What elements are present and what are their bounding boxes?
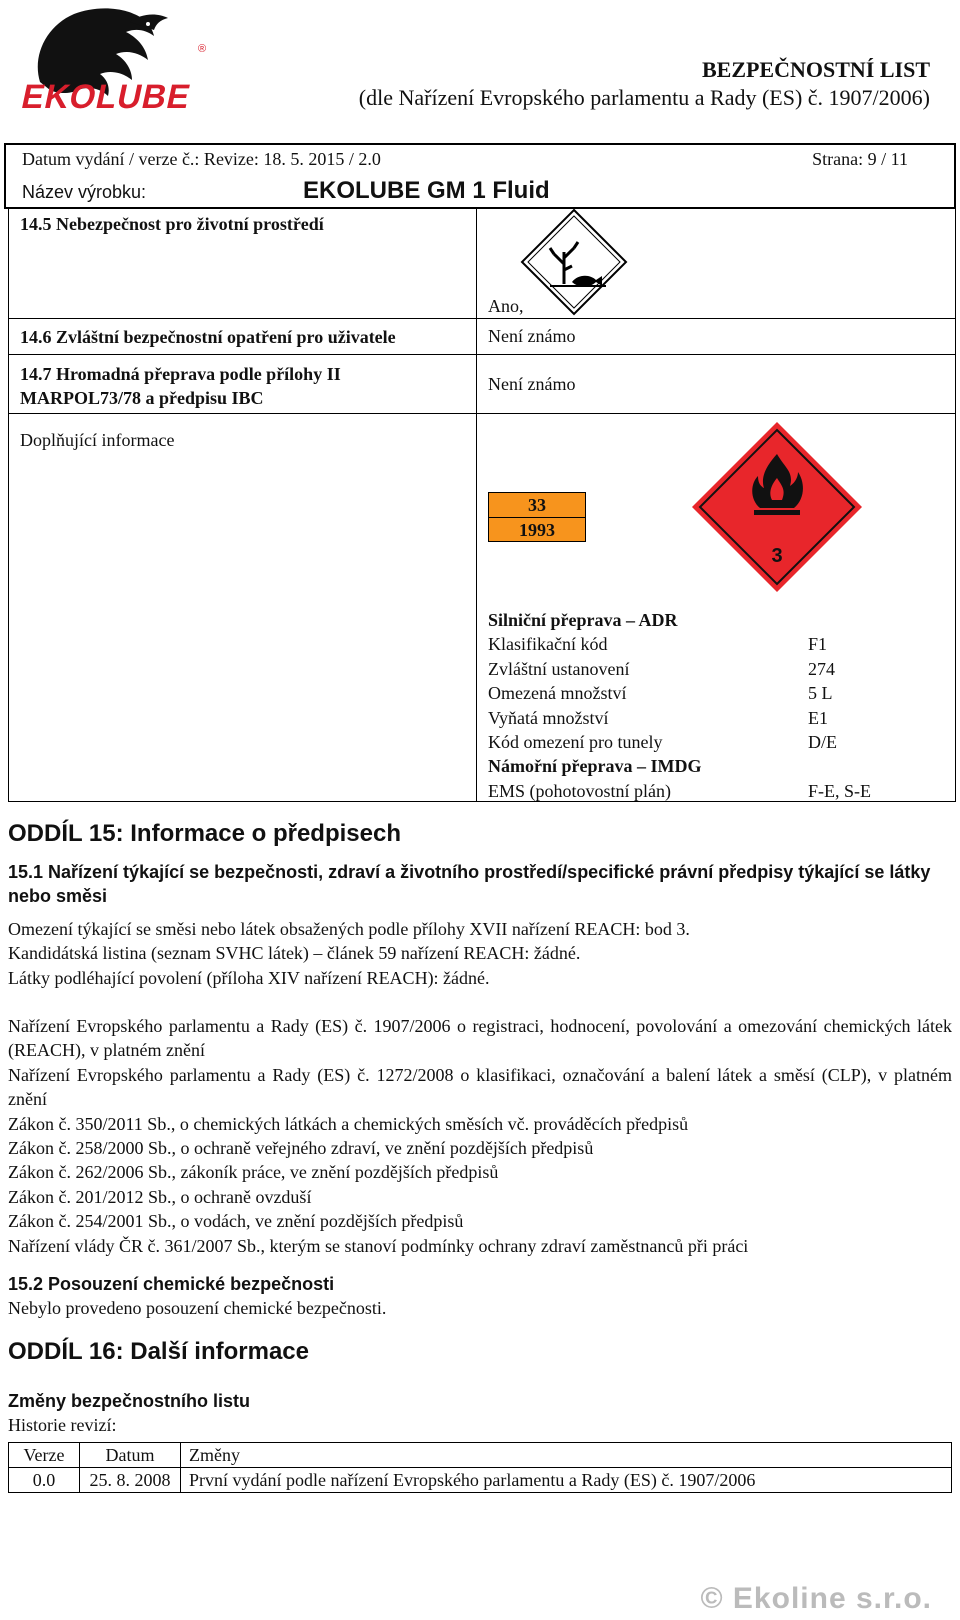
adr-label: Kód omezení pro tunely <box>488 732 663 753</box>
adr-label: Zvláštní ustanovení <box>488 658 630 679</box>
document-title-sub: (dle Nařízení Evropského parlamentu a Rady (ES) č. 1907/2006) <box>358 85 930 110</box>
imdg-heading: Námořní přeprava – IMDG <box>488 756 702 777</box>
ems-value: F-E, S-E <box>808 780 871 801</box>
product-name-label: Název výrobku: <box>22 182 147 202</box>
table-row-divider <box>8 413 956 414</box>
document-title <box>359 56 930 112</box>
regulations-list <box>8 1014 952 1258</box>
reach-line: Omezení týkající se směsi nebo látek obsažených podle přílohy XVII nařízení REACH: bod 3. <box>8 919 690 939</box>
bulk-transport-label-line2: MARPOL73/78 a předpisu IBC <box>20 388 264 408</box>
un-number: 1993 <box>519 520 555 540</box>
product-name: EKOLUBE GM 1 Fluid <box>303 177 550 204</box>
table-cell: První vydání podle nařízení Evropského parlamentu a Rady (ES) č. 1907/2006 <box>181 1468 952 1493</box>
revision-table <box>8 1442 952 1493</box>
env-hazard-value: Ano, <box>488 296 524 316</box>
adr-label: Omezená množství <box>488 683 627 704</box>
adr-values <box>808 608 871 803</box>
reach-line: Kandidátská listina (seznam SVHC látek) – článek 59 nařízení REACH: žádné. <box>8 943 581 964</box>
env-hazard-label: 14.5 Nebezpečnost pro životní prostředí <box>20 214 324 234</box>
footer-copyright: © Ekoline s.r.o. <box>700 1582 932 1615</box>
reach-line: Látky podléhající povolení (příloha XIV nařízení REACH): žádné. <box>8 967 490 988</box>
law-line: Zákon č. 258/2000 Sb., o ochraně veřejného zdraví, ve znění pozdějších předpisů <box>8 1138 594 1159</box>
law-line: Zákon č. 254/2001 Sb., o vodách, ve znění pozdějších předpisů <box>8 1211 464 1232</box>
column-header: Verze <box>9 1443 80 1468</box>
table-row <box>9 1468 952 1493</box>
section-15-1-lines <box>8 917 952 990</box>
user-precautions-value: Není známo <box>488 326 576 346</box>
user-precautions-label: 14.6 Zvláštní bezpečnostní opatření pro uživatele <box>20 327 396 347</box>
adr-value: 5 L <box>808 683 833 704</box>
bulk-transport-value: Není známo <box>488 374 576 394</box>
table-row-divider <box>8 354 956 355</box>
section-15-1-title: 15.1 Nařízení týkající se bezpečnosti, zdraví a životního prostředí/specifické právní předpisy týkající se látky nebo směsi <box>8 862 931 906</box>
adr-value: E1 <box>808 707 828 728</box>
column-header: Datum <box>80 1443 181 1468</box>
revision-history-label: Historie revizí: <box>8 1415 117 1435</box>
law-line: Zákon č. 201/2012 Sb., o ochraně ovzduší <box>8 1186 312 1207</box>
hazard-number: 33 <box>489 493 585 518</box>
adr-value: F1 <box>808 634 828 655</box>
table-header-row <box>9 1443 952 1468</box>
table-cell: 0.0 <box>9 1468 80 1493</box>
section-16-title: ODDÍL 16: Další informace <box>8 1338 309 1365</box>
page-number: Strana: 9 / 11 <box>812 149 908 169</box>
hazard-class-number: 3 <box>771 545 783 567</box>
law-line: Nařízení vlády ČR č. 361/2007 Sb., kterým se stanoví podmínky ochrany zdraví zaměstnanců při práci <box>8 1235 749 1256</box>
ekolube-logo <box>12 4 212 122</box>
flammable-liquid-label <box>690 420 864 594</box>
table-row-divider <box>8 318 956 319</box>
un-orange-plate <box>488 492 586 542</box>
bulk-transport-label-line1: 14.7 Hromadná přeprava podle přílohy II <box>20 364 341 384</box>
logo-wordmark: EKOLUBE <box>18 78 200 116</box>
section-15-2-text: Nebylo provedeno posouzení chemické bezpečnosti. <box>8 1298 387 1318</box>
registered-mark: ® <box>198 43 207 55</box>
regulation-clp: Nařízení Evropského parlamentu a Rady (ES) č. 1272/2008 o klasifikaci, označování a balení látek a směsí (CLP), v platném znění <box>8 1064 952 1110</box>
adr-label: Klasifikační kód <box>488 634 608 655</box>
adr-value: 274 <box>808 658 835 679</box>
bulk-transport-label <box>20 362 341 410</box>
adr-heading: Silniční přeprava – ADR <box>488 610 678 630</box>
supplementary-info-label: Doplňující informace <box>20 430 175 450</box>
ems-label: EMS (pohotovostní plán) <box>488 780 671 801</box>
law-line: Zákon č. 350/2011 Sb., o chemických látkách a chemických směsích vč. prováděcích předpisů <box>8 1113 689 1134</box>
changes-title: Změny bezpečnostního listu <box>8 1391 251 1411</box>
document-title-main: BEZPEČNOSTNÍ LIST <box>701 57 930 82</box>
section-15-2-title: 15.2 Posouzení chemické bezpečnosti <box>8 1274 335 1294</box>
adr-value: D/E <box>808 732 837 753</box>
table-cell: 25. 8. 2008 <box>80 1468 181 1493</box>
regulation-reach: Nařízení Evropského parlamentu a Rady (ES) č. 1907/2006 o registraci, hodnocení, povolování a omezování chemických látek (REACH), v platném znění <box>8 1016 952 1061</box>
column-header: Změny <box>181 1443 952 1468</box>
issue-date-version: Datum vydání / verze č.: Revize: 18. 5. 2015 / 2.0 <box>22 149 381 169</box>
environment-hazard-icon <box>520 208 628 316</box>
adr-label: Vyňatá množství <box>488 707 609 728</box>
table-column-divider <box>476 209 477 802</box>
law-line: Zákon č. 262/2006 Sb., zákoník práce, ve znění pozdějších předpisů <box>8 1162 499 1183</box>
section-15-title: ODDÍL 15: Informace o předpisech <box>8 820 401 847</box>
adr-details <box>488 608 701 803</box>
